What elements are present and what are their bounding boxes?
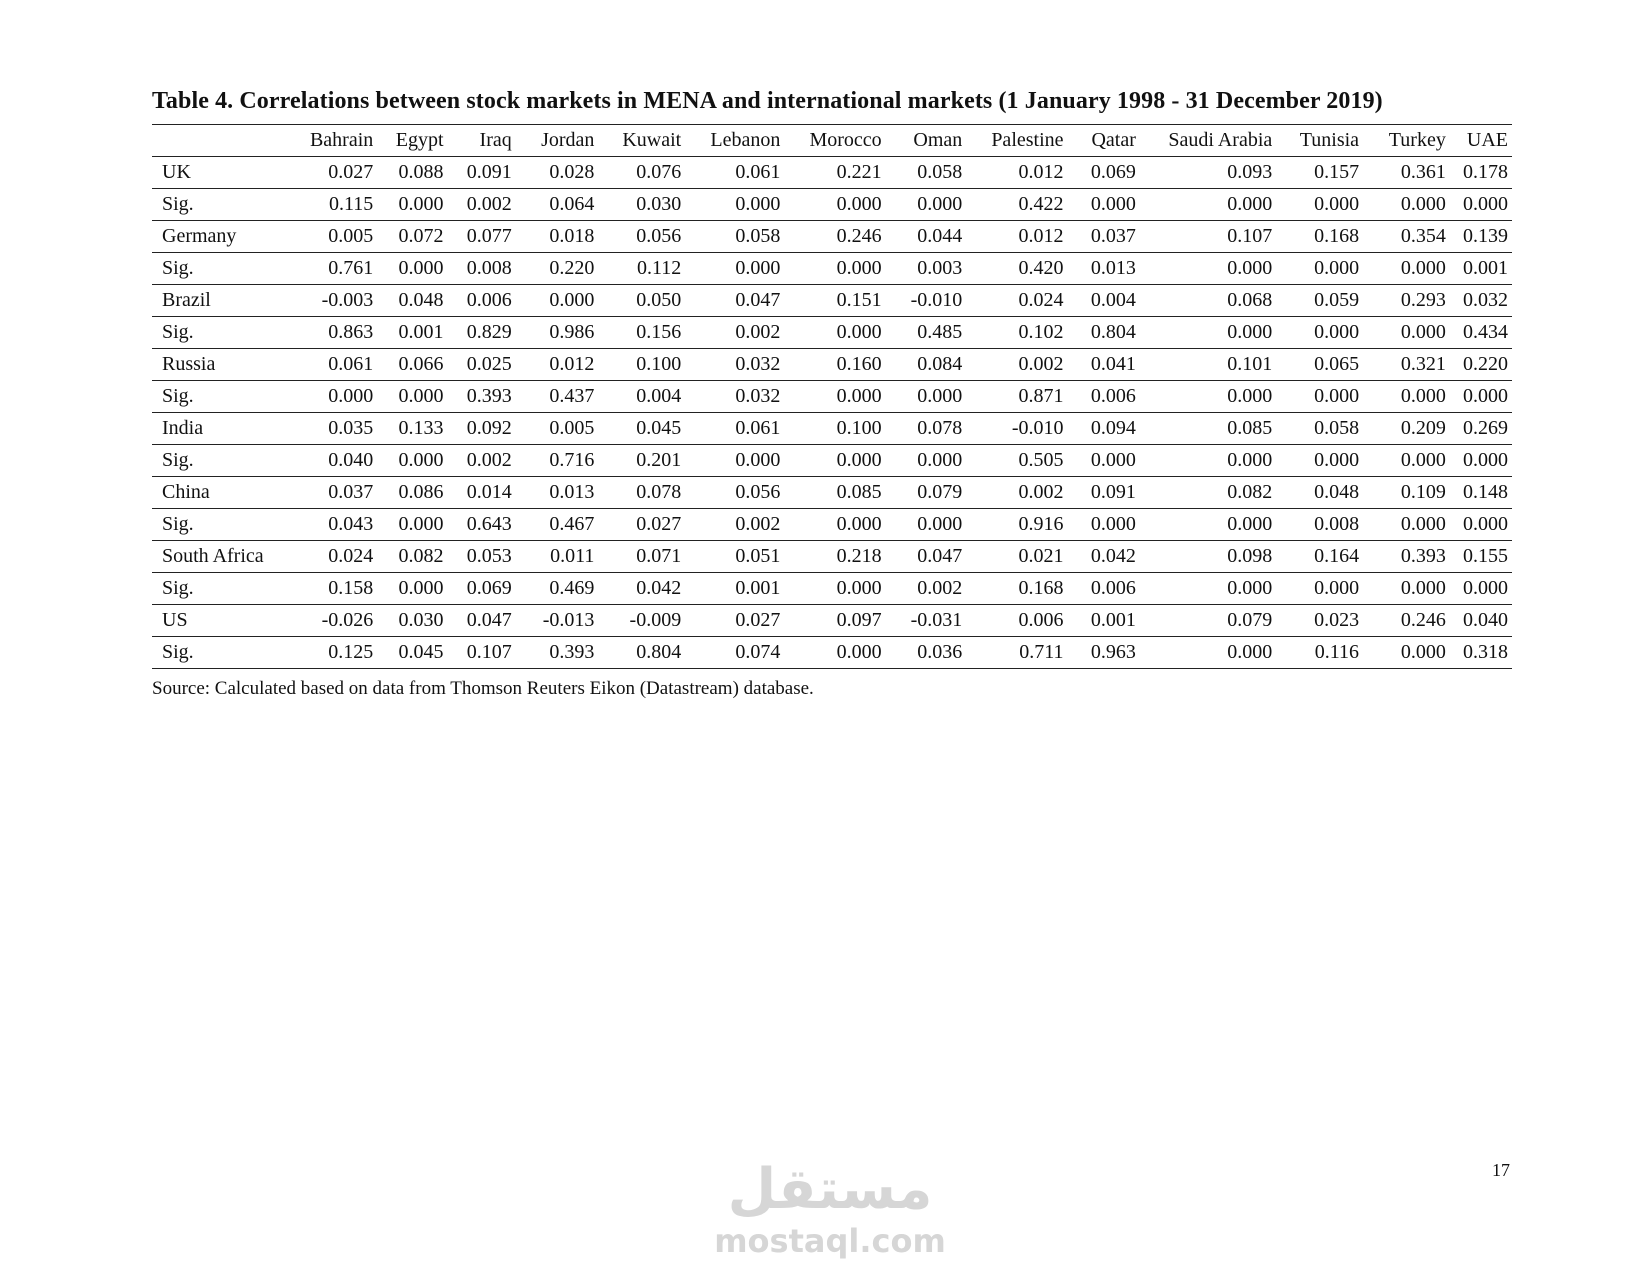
table-cell: 0.027 — [636, 513, 682, 535]
table-cell: 0.092 — [466, 417, 512, 439]
column-header: UAE — [1466, 129, 1508, 151]
table-cell: 0.078 — [917, 417, 963, 439]
table-cell: 0.109 — [1400, 481, 1446, 503]
table-cell: 0.000 — [917, 513, 963, 535]
table-cell: 0.000 — [1090, 449, 1136, 471]
table-cell: 0.084 — [917, 353, 963, 375]
table-cell: 0.091 — [1090, 481, 1136, 503]
table-cell: 0.005 — [549, 417, 595, 439]
column-header: Bahrain — [309, 129, 374, 151]
table-cell: 0.061 — [735, 417, 781, 439]
watermark-logo-text: mostaql.com — [714, 1222, 946, 1260]
table-row — [152, 477, 1512, 509]
table-cell: 0.804 — [1090, 321, 1136, 343]
table-cell: 0.000 — [1400, 321, 1446, 343]
table-cell: 0.420 — [1018, 257, 1064, 279]
table-cell: 0.088 — [398, 161, 444, 183]
table-cell: 0.293 — [1400, 289, 1446, 311]
table-cell: 0.002 — [1018, 481, 1064, 503]
table-cell: 0.050 — [636, 289, 682, 311]
column-header: Qatar — [1091, 129, 1136, 151]
table-cell: 0.168 — [1018, 577, 1064, 599]
table-cell: 0.012 — [1018, 225, 1064, 247]
table-cell: 0.048 — [398, 289, 444, 311]
table-cell: 0.069 — [466, 577, 512, 599]
table-cell: 0.156 — [636, 321, 682, 343]
table-cell: 0.021 — [1018, 545, 1064, 567]
table-cell: 0.164 — [1314, 545, 1360, 567]
column-header: Lebanon — [710, 129, 781, 151]
table-cell: 0.000 — [1314, 257, 1360, 279]
table-cell: 0.133 — [398, 417, 444, 439]
row-label: China — [162, 481, 210, 503]
table-cell: 0.047 — [735, 289, 781, 311]
table-cell: 0.437 — [549, 385, 595, 407]
table-cell: 0.058 — [735, 225, 781, 247]
table-cell: 0.079 — [1227, 609, 1273, 631]
table-cell: 0.041 — [1090, 353, 1136, 375]
table-cell: 0.085 — [1227, 417, 1273, 439]
table-cell: 0.000 — [836, 321, 882, 343]
table-cell: 0.643 — [466, 513, 512, 535]
column-header: Oman — [913, 129, 963, 151]
table-cell: 0.469 — [549, 577, 595, 599]
table-cell: 0.151 — [836, 289, 882, 311]
table-cell: 0.045 — [398, 641, 444, 663]
table-cell: 0.008 — [466, 257, 512, 279]
table-cell: 0.100 — [836, 417, 882, 439]
table-row — [152, 253, 1512, 285]
table-row — [152, 573, 1512, 605]
table-cell: 0.006 — [1018, 609, 1064, 631]
table-cell: 0.158 — [328, 577, 374, 599]
table-cell: 0.209 — [1400, 417, 1446, 439]
table-cell: 0.030 — [398, 609, 444, 631]
table-cell: 0.086 — [398, 481, 444, 503]
table-cell: 0.012 — [1018, 161, 1064, 183]
column-header: Kuwait — [622, 129, 682, 151]
table-cell: 0.040 — [328, 449, 374, 471]
table-cell: 0.000 — [1463, 193, 1508, 215]
table-cell: 0.986 — [549, 321, 595, 343]
table-cell: 0.093 — [1227, 161, 1273, 183]
table-cell: 0.000 — [836, 449, 882, 471]
table-cell: 0.042 — [636, 577, 682, 599]
table-cell: 0.148 — [1463, 481, 1508, 503]
column-header: Jordan — [541, 129, 595, 151]
table-cell: 0.002 — [735, 321, 781, 343]
table-cell: 0.711 — [1019, 641, 1064, 663]
table-cell: 0.000 — [1314, 321, 1360, 343]
table-cell: 0.916 — [1018, 513, 1064, 535]
table-cell: 0.125 — [328, 641, 374, 663]
table-cell: 0.006 — [1090, 577, 1136, 599]
mostaql-watermark — [700, 1158, 960, 1268]
table-body — [152, 157, 1512, 669]
table-cell: 0.000 — [1400, 513, 1446, 535]
row-label: Sig. — [162, 321, 194, 343]
table-cell: 0.002 — [1018, 353, 1064, 375]
table-header-row — [152, 125, 1512, 157]
table-cell: 0.000 — [1227, 641, 1273, 663]
table-cell: 0.002 — [917, 577, 963, 599]
table-cell: 0.000 — [1314, 385, 1360, 407]
table-cell: 0.011 — [550, 545, 595, 567]
table-cell: 0.112 — [636, 257, 682, 279]
table-cell: 0.047 — [466, 609, 512, 631]
row-label: Sig. — [162, 193, 194, 215]
row-label: South Africa — [162, 545, 264, 567]
table-cell: 0.000 — [1227, 257, 1273, 279]
table-cell: 0.002 — [735, 513, 781, 535]
table-cell: 0.393 — [1400, 545, 1446, 567]
table-cell: 0.058 — [917, 161, 963, 183]
page-number: 17 — [1492, 1160, 1510, 1180]
table-cell: 0.065 — [1314, 353, 1360, 375]
row-label: Russia — [162, 353, 216, 375]
table-cell: 0.024 — [328, 545, 374, 567]
table-cell: 0.023 — [1314, 609, 1360, 631]
table-cell: 0.018 — [549, 225, 595, 247]
table-caption: Table 4. Correlations between stock markets in MENA and international markets (1 January 1998 - 31 December 2019) — [152, 88, 1383, 114]
table-cell: 0.761 — [328, 257, 374, 279]
table-cell: 0.037 — [328, 481, 374, 503]
table-cell: 0.078 — [636, 481, 682, 503]
table-cell: 0.008 — [1314, 513, 1360, 535]
table-cell: 0.000 — [398, 577, 444, 599]
table-cell: 0.025 — [466, 353, 512, 375]
table-cell: 0.002 — [466, 193, 512, 215]
table-cell: 0.716 — [549, 449, 595, 471]
table-cell: 0.042 — [1090, 545, 1136, 567]
table-cell: 0.318 — [1463, 641, 1508, 663]
table-cell: 0.116 — [1314, 641, 1360, 663]
table-cell: 0.037 — [1090, 225, 1136, 247]
row-label: Sig. — [162, 385, 194, 407]
row-label: Sig. — [162, 577, 194, 599]
table-cell: 0.077 — [466, 225, 512, 247]
table-cell: 0.072 — [398, 225, 444, 247]
table-cell: 0.032 — [735, 353, 781, 375]
table-cell: 0.000 — [1314, 577, 1360, 599]
table-cell: 0.467 — [549, 513, 595, 535]
table-cell: 0.201 — [636, 449, 682, 471]
table-cell: 0.032 — [735, 385, 781, 407]
table-cell: 0.000 — [917, 449, 963, 471]
table-cell: 0.000 — [836, 641, 882, 663]
table-cell: 0.000 — [1400, 577, 1446, 599]
table-cell: 0.246 — [836, 225, 882, 247]
table-cell: 0.000 — [398, 513, 444, 535]
table-cell: 0.045 — [636, 417, 682, 439]
table-cell: 0.218 — [836, 545, 882, 567]
table-cell: 0.000 — [1463, 449, 1508, 471]
table-cell: 0.000 — [836, 193, 882, 215]
table-cell: 0.056 — [636, 225, 682, 247]
table-cell: -0.031 — [910, 609, 963, 631]
table-cell: 0.000 — [735, 257, 781, 279]
table-cell: 0.168 — [1314, 225, 1360, 247]
table-row — [152, 381, 1512, 413]
table-cell: 0.000 — [1314, 193, 1360, 215]
table-cell: 0.030 — [636, 193, 682, 215]
column-header: Egypt — [395, 129, 444, 151]
table-cell: 0.000 — [1400, 257, 1446, 279]
table-cell: -0.009 — [629, 609, 682, 631]
table-cell: 0.028 — [549, 161, 595, 183]
table-cell: 0.082 — [1227, 481, 1273, 503]
table-cell: 0.000 — [1227, 449, 1273, 471]
table-cell: 0.115 — [329, 193, 374, 215]
table-cell: 0.000 — [917, 193, 963, 215]
table-row — [152, 605, 1512, 637]
table-cell: 0.069 — [1090, 161, 1136, 183]
table-cell: 0.157 — [1314, 161, 1360, 183]
table-cell: -0.013 — [542, 609, 595, 631]
table-cell: 0.027 — [735, 609, 781, 631]
table-cell: 0.058 — [1314, 417, 1360, 439]
table-cell: 0.040 — [1463, 609, 1508, 631]
table-cell: 0.000 — [1227, 321, 1273, 343]
column-header: Turkey — [1388, 129, 1446, 151]
table-cell: 0.000 — [398, 193, 444, 215]
table-cell: 0.004 — [1090, 289, 1136, 311]
table-cell: 0.000 — [398, 449, 444, 471]
table-cell: 0.220 — [1463, 353, 1508, 375]
table-cell: 0.074 — [735, 641, 781, 663]
column-header: Morocco — [809, 129, 882, 151]
table-cell: 0.102 — [1018, 321, 1064, 343]
table-row — [152, 189, 1512, 221]
row-label: Germany — [162, 225, 237, 247]
table-row — [152, 541, 1512, 573]
table-cell: 0.000 — [735, 193, 781, 215]
table-cell: 0.000 — [836, 257, 882, 279]
table-cell: 0.000 — [328, 385, 374, 407]
table-cell: -0.003 — [321, 289, 374, 311]
table-cell: 0.044 — [917, 225, 963, 247]
row-label: US — [162, 609, 188, 631]
table-cell: 0.804 — [636, 641, 682, 663]
table-cell: 0.178 — [1463, 161, 1508, 183]
table-cell: 0.003 — [917, 257, 963, 279]
table-cell: 0.246 — [1400, 609, 1446, 631]
table-cell: 0.963 — [1090, 641, 1136, 663]
table-cell: 0.000 — [549, 289, 595, 311]
table-cell: 0.829 — [466, 321, 512, 343]
table-cell: 0.051 — [735, 545, 781, 567]
table-cell: 0.085 — [836, 481, 882, 503]
table-cell: 0.064 — [549, 193, 595, 215]
table-cell: -0.010 — [1011, 417, 1064, 439]
table-cell: 0.107 — [1227, 225, 1273, 247]
table-cell: 0.000 — [1090, 193, 1136, 215]
table-cell: 0.006 — [1090, 385, 1136, 407]
table-cell: 0.000 — [836, 385, 882, 407]
table-cell: 0.014 — [466, 481, 512, 503]
table-cell: 0.422 — [1018, 193, 1064, 215]
table-cell: 0.047 — [917, 545, 963, 567]
table-cell: 0.012 — [549, 353, 595, 375]
table-cell: 0.001 — [1463, 257, 1508, 279]
row-label: Sig. — [162, 513, 194, 535]
table-row — [152, 637, 1512, 669]
table-cell: 0.485 — [917, 321, 963, 343]
table-row — [152, 445, 1512, 477]
table-cell: 0.032 — [1463, 289, 1508, 311]
column-header: Palestine — [991, 129, 1064, 151]
table-cell: 0.000 — [398, 385, 444, 407]
table-cell: 0.001 — [398, 321, 444, 343]
table-cell: 0.071 — [636, 545, 682, 567]
table-cell: 0.082 — [398, 545, 444, 567]
table-cell: 0.000 — [1314, 449, 1360, 471]
table-cell: 0.043 — [328, 513, 374, 535]
table-cell: 0.013 — [1090, 257, 1136, 279]
row-label: Sig. — [162, 641, 194, 663]
table-cell: 0.101 — [1227, 353, 1273, 375]
table-row — [152, 413, 1512, 445]
table-cell: 0.000 — [398, 257, 444, 279]
table-cell: 0.001 — [1090, 609, 1136, 631]
table-cell: 0.000 — [1227, 577, 1273, 599]
correlation-table — [152, 124, 1512, 669]
table-cell: 0.139 — [1463, 225, 1508, 247]
table-cell: 0.000 — [917, 385, 963, 407]
table-cell: 0.091 — [466, 161, 512, 183]
table-cell: 0.000 — [735, 449, 781, 471]
table-cell: 0.061 — [735, 161, 781, 183]
table-cell: 0.393 — [549, 641, 595, 663]
table-row — [152, 349, 1512, 381]
table-cell: 0.024 — [1018, 289, 1064, 311]
table-cell: 0.100 — [636, 353, 682, 375]
table-source-note: Source: Calculated based on data from Thomson Reuters Eikon (Datastream) database. — [152, 678, 814, 699]
table-cell: 0.000 — [1400, 449, 1446, 471]
table-cell: 0.098 — [1227, 545, 1273, 567]
table-cell: 0.000 — [836, 577, 882, 599]
table-cell: 0.079 — [917, 481, 963, 503]
table-cell: 0.004 — [636, 385, 682, 407]
table-cell: 0.000 — [1400, 385, 1446, 407]
table-cell: 0.013 — [549, 481, 595, 503]
table-cell: 0.107 — [466, 641, 512, 663]
table-cell: 0.027 — [328, 161, 374, 183]
table-cell: 0.221 — [836, 161, 882, 183]
table-cell: 0.000 — [1227, 193, 1273, 215]
table-cell: 0.036 — [917, 641, 963, 663]
table-cell: 0.094 — [1090, 417, 1136, 439]
table-cell: 0.434 — [1463, 321, 1508, 343]
table-cell: 0.000 — [1400, 641, 1446, 663]
table-row — [152, 285, 1512, 317]
table-cell: 0.000 — [1400, 193, 1446, 215]
table-cell: 0.220 — [549, 257, 595, 279]
column-header: Saudi Arabia — [1168, 129, 1273, 151]
row-label: Sig. — [162, 449, 194, 471]
row-label: Sig. — [162, 257, 194, 279]
row-label: India — [162, 417, 204, 439]
table-cell: 0.068 — [1227, 289, 1273, 311]
table-cell: 0.035 — [328, 417, 374, 439]
column-header: Tunisia — [1299, 129, 1360, 151]
table-cell: -0.010 — [910, 289, 963, 311]
table-cell: 0.871 — [1018, 385, 1064, 407]
table-cell: 0.000 — [836, 513, 882, 535]
table-cell: 0.000 — [1090, 513, 1136, 535]
table-cell: 0.000 — [1463, 577, 1508, 599]
table-cell: 0.269 — [1463, 417, 1508, 439]
table-cell: 0.076 — [636, 161, 682, 183]
table-row — [152, 509, 1512, 541]
table-cell: 0.048 — [1314, 481, 1360, 503]
table-cell: 0.097 — [836, 609, 882, 631]
table-cell: 0.006 — [466, 289, 512, 311]
table-cell: 0.066 — [398, 353, 444, 375]
table-cell: 0.056 — [735, 481, 781, 503]
table-cell: -0.026 — [321, 609, 374, 631]
table-cell: 0.059 — [1314, 289, 1360, 311]
table-cell: 0.005 — [328, 225, 374, 247]
table-cell: 0.000 — [1227, 513, 1273, 535]
table-row — [152, 317, 1512, 349]
table-cell: 0.393 — [466, 385, 512, 407]
table-row — [152, 221, 1512, 253]
table-cell: 0.000 — [1463, 513, 1508, 535]
table-cell: 0.001 — [735, 577, 781, 599]
table-cell: 0.361 — [1400, 161, 1446, 183]
table-cell: 0.505 — [1018, 449, 1064, 471]
table-cell: 0.354 — [1400, 225, 1446, 247]
table-cell: 0.000 — [1227, 385, 1273, 407]
column-header: Iraq — [479, 129, 512, 151]
table-cell: 0.155 — [1463, 545, 1508, 567]
watermark-logo-glyph: مستقل — [727, 1157, 933, 1222]
header-corner — [152, 125, 297, 157]
row-label: Brazil — [162, 289, 211, 311]
table-row — [152, 157, 1512, 189]
table-cell: 0.002 — [466, 449, 512, 471]
row-label: UK — [162, 161, 191, 183]
table-cell: 0.160 — [836, 353, 882, 375]
table-cell: 0.863 — [328, 321, 374, 343]
table-cell: 0.000 — [1463, 385, 1508, 407]
table-cell: 0.321 — [1400, 353, 1446, 375]
table-cell: 0.061 — [328, 353, 374, 375]
table-cell: 0.053 — [466, 545, 512, 567]
